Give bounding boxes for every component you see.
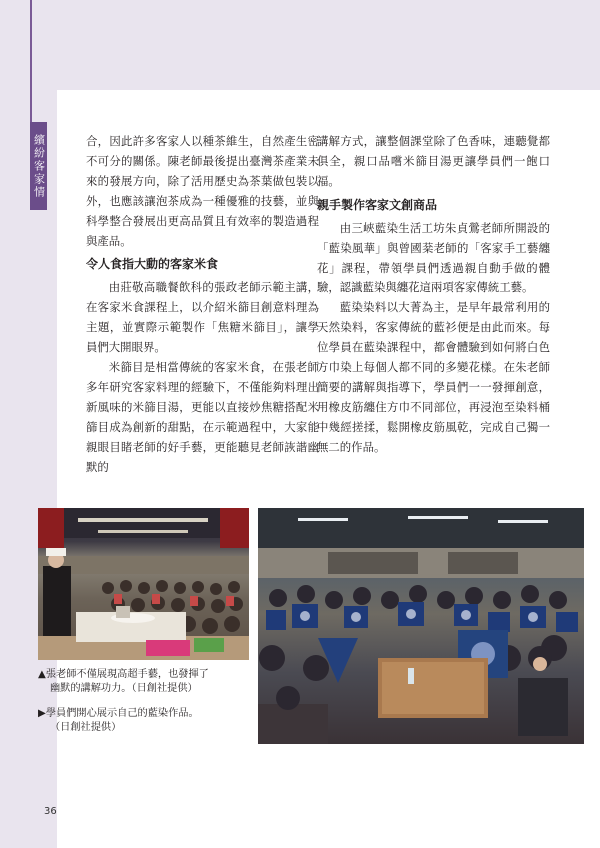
section-heading: 親手製作客家文創商品	[317, 197, 438, 212]
cooking-demo-photo	[38, 508, 249, 660]
caption-line: （日創社提供）	[50, 722, 122, 733]
text-line: 歷史為茶葉做包裝以外，也應該讓泡茶	[86, 173, 319, 208]
text-line: 由三峽藍染生活工坊朱貞鶯老師	[339, 220, 504, 235]
body-paragraph	[86, 358, 319, 477]
header-band	[0, 0, 600, 90]
text-line: 桶中幾經搓揉，鬆開橡皮筋風乾，完成	[317, 399, 550, 434]
text-line: 品。	[108, 233, 132, 248]
body-paragraph	[317, 298, 550, 457]
text-line: 皮筋纏住方巾不同部位，再浸泡至染料	[340, 399, 539, 414]
text-line: 不同的多變花樣。在朱老師簡要的講解	[317, 360, 550, 394]
text-line: 「客家手工藝纏花」課程，帶領學員們	[317, 240, 550, 275]
photo-caption	[38, 707, 253, 735]
caption-text: 學員們開心展示自己的藍染作品。	[45, 708, 199, 719]
text-column-right	[317, 132, 550, 458]
text-line: 以直接炒焦糖搭配米篩目成為創新的甜	[86, 399, 319, 434]
text-line: 藍染染料以大菁為主，是早年最常	[339, 300, 516, 315]
text-line: 聽覺都俱全，親口品嚐米篩目湯更讓學	[317, 134, 550, 168]
text-line: 合，因此許多客家人以種茶維生，自然	[86, 134, 285, 148]
text-line: 「焦糖米篩目」，讓學員們大開眼界。	[86, 320, 319, 355]
section-tab: 繽紛客家情	[30, 122, 47, 210]
caption-line	[38, 668, 253, 682]
text-line: 員們一飽口福。	[317, 153, 550, 188]
body-paragraph	[86, 278, 319, 358]
section-heading: 令人食指大動的客家米食	[86, 257, 219, 272]
caption-text: 張老師不僅展現高超手藝，也發揮了	[45, 669, 209, 680]
text-line: 張老師多年研究客家料理的經驗下，不	[86, 360, 319, 394]
text-line: 僅能夠料理出新風味的米篩目湯，更能	[86, 379, 319, 414]
text-line: 臺灣茶產業未來的發展方向，除了活用	[86, 153, 319, 188]
text-line: 師的好手藝，更能聽見老師詼諧幽默的	[86, 439, 319, 474]
caption-line: 幽默的講解功力。（日創社提供）	[50, 683, 198, 694]
caption-marker: ▲	[38, 669, 46, 680]
caption-marker: ▶	[38, 708, 46, 719]
text-line: 與指導下，學員們一一發揮創意，用橡	[317, 379, 550, 414]
text-column-left	[86, 132, 319, 478]
page-number: 36	[44, 806, 57, 817]
intro-paragraph	[317, 132, 550, 192]
text-line: 展出更高品質且有效率的製造過程與產	[86, 213, 319, 248]
indigo-dye-photo	[258, 508, 584, 744]
cooking-demo-illustration	[38, 508, 249, 660]
indigo-dye-illustration	[258, 508, 584, 744]
caption-line	[38, 707, 253, 721]
photo-caption	[38, 668, 253, 696]
text-line: 米篩目是相當傳統的客家米食，在	[108, 360, 285, 375]
text-line: 篩目創意料理為主題，並實際示範製作	[86, 300, 319, 335]
text-line: 透過親自動手做的體驗，認識藍染與纏	[317, 260, 550, 295]
text-line: 由莊敬高職餐飲科的張政老師示	[108, 280, 273, 295]
text-line: 由此而來。每位學員在藍染課程中，都	[317, 320, 550, 355]
text-line: 自己獨一無二的作品。	[317, 419, 550, 454]
text-line: 講解方式，讓整個課堂除了色香味，連	[317, 134, 516, 148]
section-rule	[30, 0, 32, 122]
text-line: 會體驗到如何將白色方巾染上每個人都	[317, 340, 550, 375]
text-line: 點，在示範過程中，大家能親眼目睹老	[86, 419, 319, 454]
text-line: 所開設的「藍染風華」與曾國棻老師的	[317, 220, 550, 255]
text-line: 花這兩項客家傳統工藝。	[408, 280, 534, 295]
intro-paragraph	[86, 132, 319, 251]
text-line: 成為一種優雅的技藝，並與科學整合發	[86, 193, 319, 228]
body-paragraph	[317, 219, 550, 299]
text-line: 範主講，在客家米食課程上，以介紹米	[86, 280, 319, 315]
text-line: 產生密不可分的關係。陳老師最後提出	[86, 134, 319, 168]
text-line: 利用的天然染料，客家傳統的藍衫便是	[317, 300, 550, 335]
